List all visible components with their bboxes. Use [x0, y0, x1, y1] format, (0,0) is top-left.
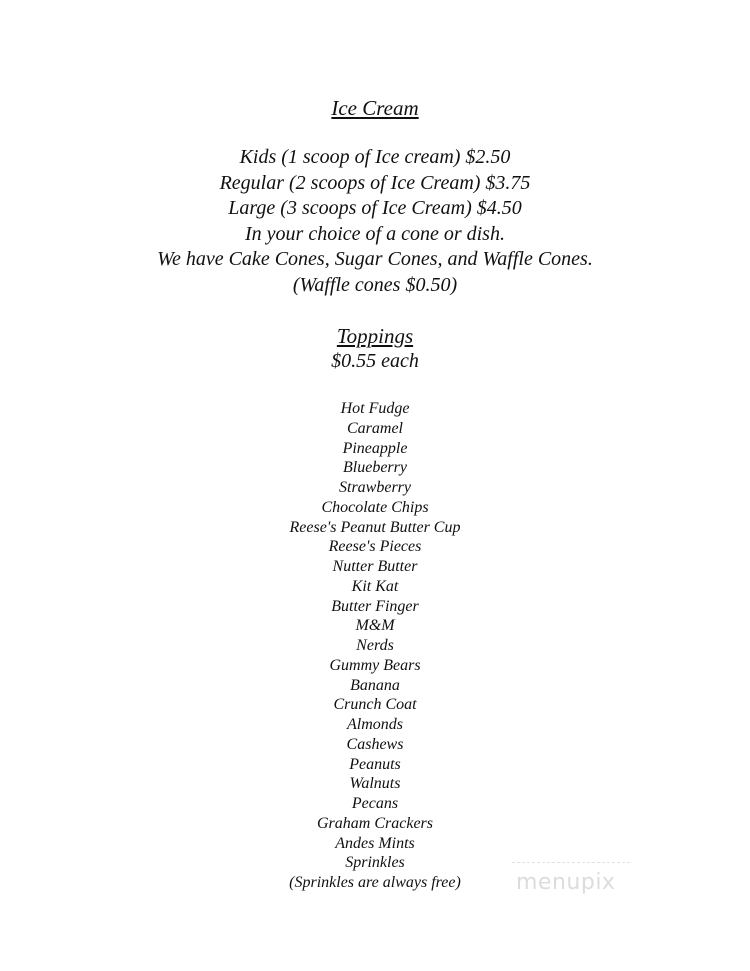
- topping-item: Graham Crackers: [317, 814, 433, 832]
- menupix-watermark: [512, 860, 632, 900]
- ice-cream-prices: [0, 145, 750, 299]
- price-line: Regular (2 scoops of Ice Cream) $3.75: [219, 171, 531, 194]
- topping-item: Peanuts: [349, 755, 401, 773]
- topping-item: Reese's Pieces: [328, 538, 422, 556]
- topping-note: (Sprinkles are always free): [289, 874, 461, 891]
- topping-item: Banana: [350, 676, 400, 694]
- price-line: Kids (1 scoop of Ice cream) $2.50: [239, 146, 511, 168]
- watermark-logo-text: menupix: [516, 870, 616, 895]
- toppings-price: $0.55 each: [331, 350, 419, 372]
- topping-item: Pineapple: [342, 439, 408, 457]
- topping-item: Walnuts: [349, 775, 401, 793]
- topping-item: Crunch Coat: [333, 696, 417, 714]
- topping-item: Almonds: [347, 716, 403, 733]
- topping-item: Sprinkles: [345, 854, 405, 872]
- topping-item: Butter Finger: [331, 597, 419, 615]
- price-line: (Waffle cones $0.50): [292, 273, 458, 296]
- price-line: We have Cake Cones, Sugar Cones, and Waffle Cones.: [157, 248, 593, 271]
- topping-item: Hot Fudge: [340, 400, 410, 417]
- topping-item: Reese's Peanut Butter Cup: [289, 518, 461, 536]
- price-line: Large (3 scoops of Ice Cream) $4.50: [228, 197, 522, 220]
- ice-cream-heading: Ice Cream: [331, 96, 419, 120]
- topping-item: Nutter Butter: [332, 558, 418, 575]
- topping-item: Nerds: [356, 637, 394, 654]
- topping-item: Gummy Bears: [329, 656, 421, 674]
- topping-item: Andes Mints: [335, 834, 415, 852]
- price-line: In your choice of a cone or dish.: [245, 222, 505, 245]
- toppings-list: [0, 399, 750, 893]
- toppings-heading: Toppings: [336, 324, 414, 348]
- topping-item: Cashews: [346, 735, 404, 753]
- topping-item: Pecans: [351, 795, 399, 812]
- topping-item: Blueberry: [343, 459, 407, 477]
- topping-item: M&M: [355, 617, 395, 635]
- topping-item: Caramel: [347, 419, 403, 437]
- topping-item: Strawberry: [339, 479, 411, 496]
- topping-item: Kit Kat: [351, 577, 399, 595]
- topping-item: Chocolate Chips: [321, 498, 429, 516]
- watermark-dashed-line: [512, 862, 632, 863]
